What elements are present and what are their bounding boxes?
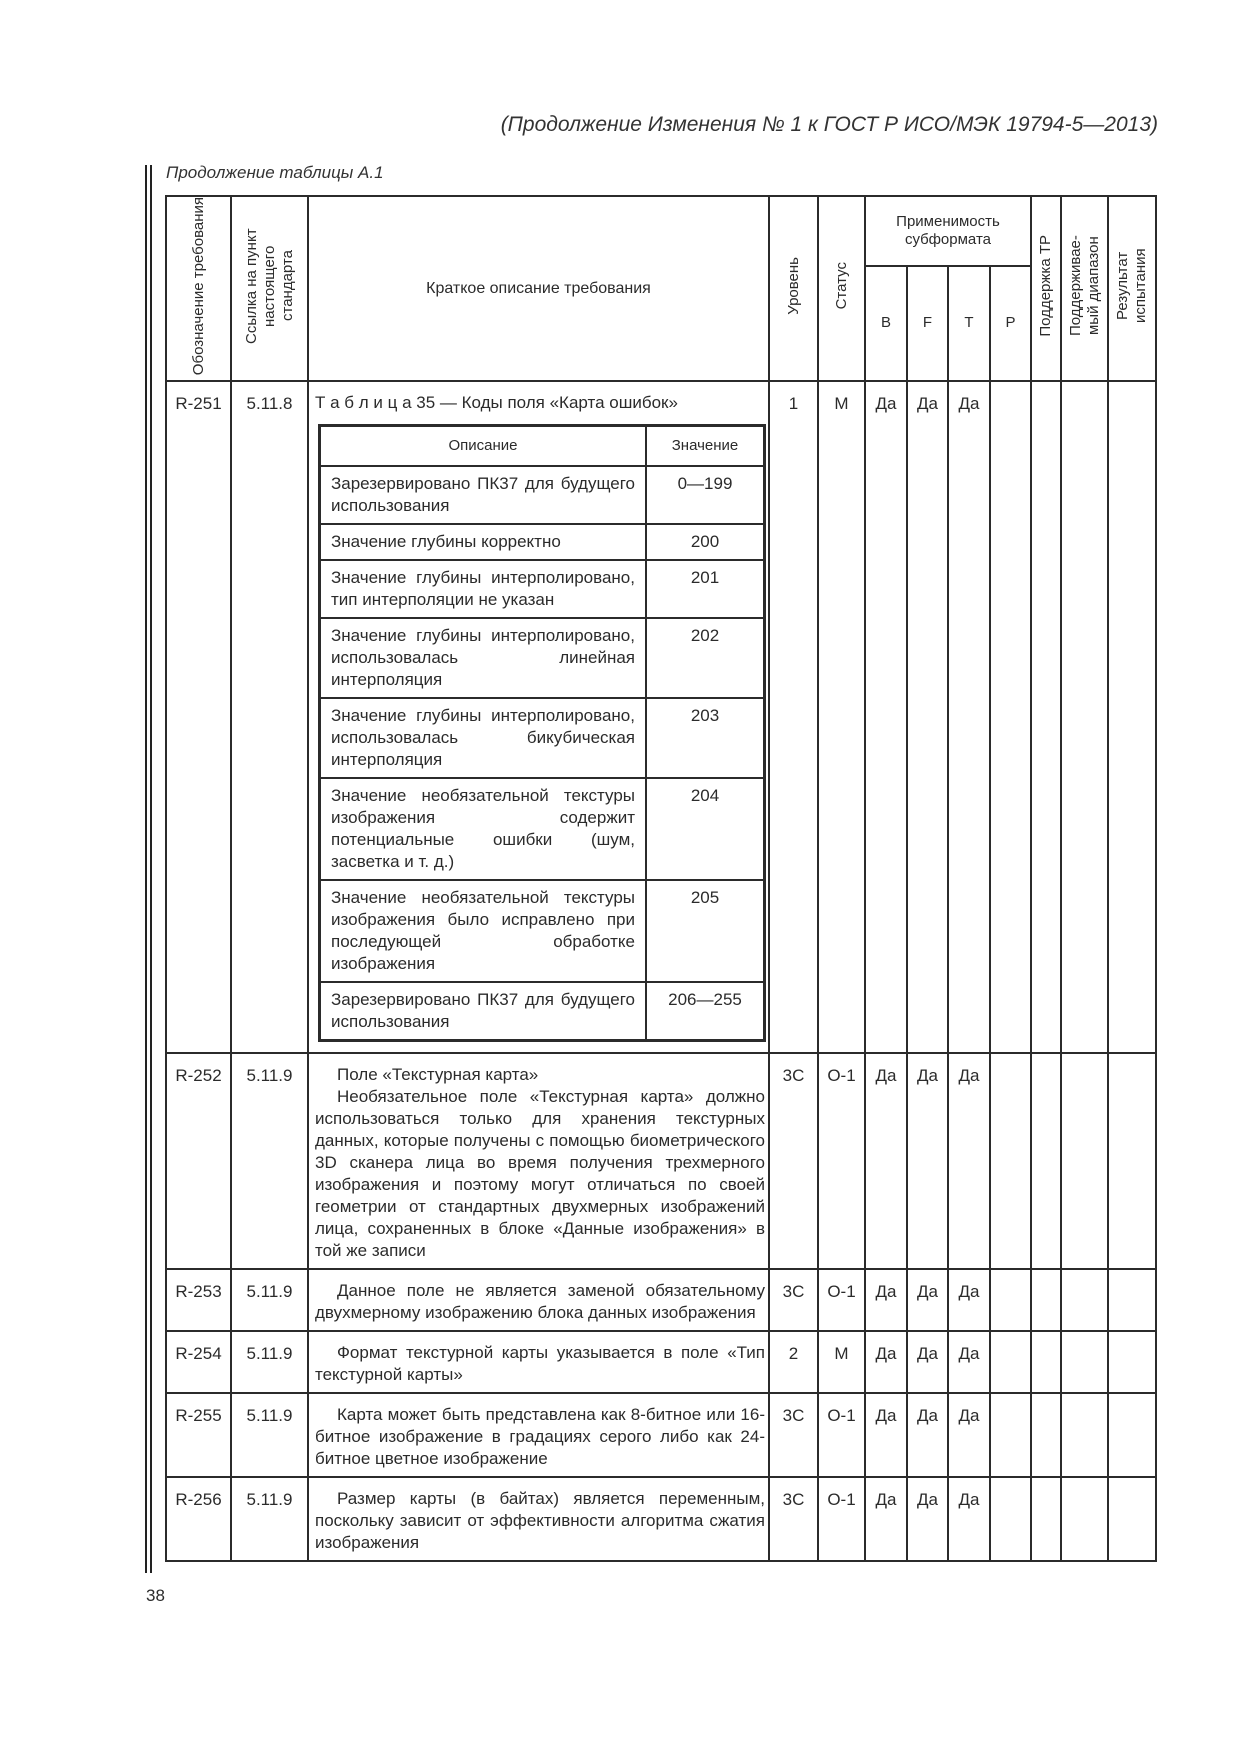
- row-id: R-254: [166, 1331, 231, 1393]
- inner-row: Значение глубины интерполировано, использовалась линейная интерполяция 202: [320, 618, 765, 698]
- table-row: [166, 381, 1156, 1053]
- row-ref: 5.11.9: [231, 1053, 308, 1269]
- row-f: Да: [907, 1269, 948, 1331]
- row-result: [1108, 1053, 1156, 1269]
- row-p: [990, 1053, 1031, 1269]
- row-level: 3C: [769, 1053, 818, 1269]
- inner-header-desc: Описание: [320, 426, 647, 467]
- row-b: Да: [865, 1393, 907, 1477]
- row-range: [1061, 1477, 1108, 1561]
- running-header: (Продолжение Изменения № 1 к ГОСТ Р ИСО/МЭК 19794-5—2013): [500, 113, 1158, 136]
- col-level: Уровень: [769, 196, 818, 381]
- col-applicability: Применимость субформата: [865, 196, 1031, 266]
- row-support-tr: [1031, 1393, 1061, 1477]
- row-f: Да: [907, 1053, 948, 1269]
- col-description: Краткое описание требования: [308, 196, 769, 381]
- col-designation: Обозначение требования: [166, 196, 231, 381]
- row-t: Да: [948, 1269, 990, 1331]
- row-b: Да: [865, 1331, 907, 1393]
- row-p: [990, 381, 1031, 1053]
- row-id: R-253: [166, 1269, 231, 1331]
- row-range: [1061, 1269, 1108, 1331]
- error-codes-table: [318, 424, 766, 1042]
- row-f: Да: [907, 381, 948, 1053]
- row-id: R-251: [166, 381, 231, 1053]
- row-t: Да: [948, 1393, 990, 1477]
- inner-header-value: Значение: [646, 426, 765, 467]
- row-result: [1108, 1477, 1156, 1561]
- row-level: 3C: [769, 1269, 818, 1331]
- row-support-tr: [1031, 1477, 1061, 1561]
- table-caption: Продолжение таблицы А.1: [166, 163, 384, 182]
- row-f: Да: [907, 1477, 948, 1561]
- row-description: Данное поле не является заменой обязательному двухмерному изображению блока данных изображения: [308, 1269, 769, 1331]
- table-row: [166, 1053, 1156, 1269]
- row-ref: 5.11.8: [231, 381, 308, 1053]
- table-row: [166, 1477, 1156, 1561]
- row-support-tr: [1031, 1269, 1061, 1331]
- col-sub-p: P: [990, 266, 1031, 381]
- table-row: [166, 1331, 1156, 1393]
- row-status: M: [818, 381, 865, 1053]
- row-status: O-1: [818, 1269, 865, 1331]
- inner-row: Значение глубины интерполировано, тип интерполяции не указан 201: [320, 560, 765, 618]
- row-support-tr: [1031, 1053, 1061, 1269]
- requirements-table: [165, 195, 1157, 1562]
- row-support-tr: [1031, 1331, 1061, 1393]
- row-result: [1108, 1393, 1156, 1477]
- col-supported-range: Поддерживае-мый диапазон: [1061, 196, 1108, 381]
- row-p: [990, 1477, 1031, 1561]
- row-description: Формат текстурной карты указывается в поле «Тип текстурной карты»: [308, 1331, 769, 1393]
- inner-row: Зарезервировано ПК37 для будущего использования 0—199: [320, 466, 765, 524]
- col-support-tr: Поддержка ТР: [1031, 196, 1061, 381]
- row-level: 2: [769, 1331, 818, 1393]
- table-row: [166, 1269, 1156, 1331]
- row-result: [1108, 381, 1156, 1053]
- inner-row: Значение необязательной текстуры изображения было исправлено при последующей обработке изображения 205: [320, 880, 765, 982]
- row-result: [1108, 1269, 1156, 1331]
- row-result: [1108, 1331, 1156, 1393]
- row-ref: 5.11.9: [231, 1331, 308, 1393]
- row-f: Да: [907, 1331, 948, 1393]
- row-p: [990, 1393, 1031, 1477]
- row-t: Да: [948, 1053, 990, 1269]
- row-range: [1061, 381, 1108, 1053]
- row-ref: 5.11.9: [231, 1477, 308, 1561]
- row-id: R-255: [166, 1393, 231, 1477]
- row-ref: 5.11.9: [231, 1393, 308, 1477]
- row-support-tr: [1031, 381, 1061, 1053]
- row-description: Поле «Текстурная карта» Необязательное поле «Текстурная карта» должно использоваться только для хранения текстурных данных, которые получены с помощью биометрического 3D сканера лица во время получения трехмерного изображения и поэтому могут отличаться по своей геометрии от стандартных двухмерных изображений лица, сохраненных в блоке «Данные изображения» в той же записи: [308, 1053, 769, 1269]
- row-id: R-252: [166, 1053, 231, 1269]
- row-status: M: [818, 1331, 865, 1393]
- inner-table-title: Т а б л и ц а 35 — Коды поля «Карта ошибок»: [315, 393, 678, 413]
- change-bars: [145, 165, 155, 1573]
- row-status: O-1: [818, 1393, 865, 1477]
- inner-row: Значение глубины интерполировано, использовалась бикубическая интерполяция 203: [320, 698, 765, 778]
- row-description: [308, 381, 769, 1053]
- col-status: Статус: [818, 196, 865, 381]
- row-level: 3C: [769, 1393, 818, 1477]
- table-row: [166, 1393, 1156, 1477]
- inner-row: Зарезервировано ПК37 для будущего использования 206—255: [320, 982, 765, 1041]
- row-description: Карта может быть представлена как 8-битное или 16-битное изображение в градациях серого либо как 24-битное цветное изображение: [308, 1393, 769, 1477]
- row-id: R-256: [166, 1477, 231, 1561]
- row-b: Да: [865, 381, 907, 1053]
- row-status: O-1: [818, 1477, 865, 1561]
- inner-row: Значение необязательной текстуры изображения содержит потенциальные ошибки (шум, засветка и т. д.) 204: [320, 778, 765, 880]
- row-p: [990, 1269, 1031, 1331]
- col-sub-b: B: [865, 266, 907, 381]
- row-range: [1061, 1053, 1108, 1269]
- page-number: 38: [146, 1586, 165, 1605]
- row-status: O-1: [818, 1053, 865, 1269]
- row-level: 3C: [769, 1477, 818, 1561]
- col-sub-f: F: [907, 266, 948, 381]
- row-level: 1: [769, 381, 818, 1053]
- row-range: [1061, 1393, 1108, 1477]
- row-b: Да: [865, 1477, 907, 1561]
- row-f: Да: [907, 1393, 948, 1477]
- col-reference: Ссылка на пункт настоящего стандарта: [231, 196, 308, 381]
- row-t: Да: [948, 1477, 990, 1561]
- row-b: Да: [865, 1269, 907, 1331]
- row-range: [1061, 1331, 1108, 1393]
- row-ref: 5.11.9: [231, 1269, 308, 1331]
- col-sub-t: T: [948, 266, 990, 381]
- row-t: Да: [948, 1331, 990, 1393]
- col-test-result: Результат испытания: [1108, 196, 1156, 381]
- inner-row: Значение глубины корректно 200: [320, 524, 765, 560]
- row-t: Да: [948, 381, 990, 1053]
- row-b: Да: [865, 1053, 907, 1269]
- row-description: Размер карты (в байтах) является переменным, поскольку зависит от эффективности алгоритма сжатия изображения: [308, 1477, 769, 1561]
- row-p: [990, 1331, 1031, 1393]
